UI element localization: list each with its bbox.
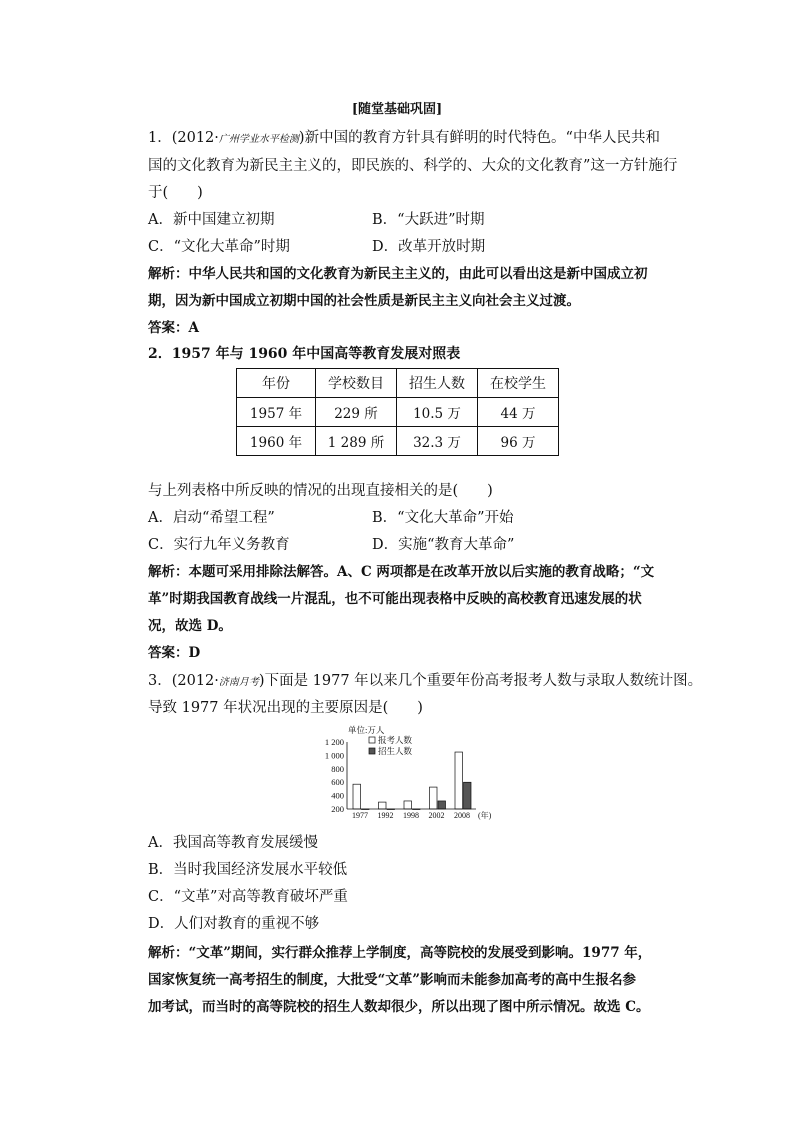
q1-line3: 于( ) <box>148 185 203 201</box>
q3-line1 <box>148 669 702 690</box>
q3-option-d: D．人们对教育的重视不够 <box>148 916 320 932</box>
table-cell: 229 所 <box>316 398 397 427</box>
legend-swatch-applicants <box>369 737 375 743</box>
y-axis-ticks <box>325 737 344 814</box>
bar-admitted <box>464 782 472 809</box>
q1-prefix: 1．(2012· <box>148 130 219 146</box>
bar-applicants <box>379 802 387 809</box>
bar-marks <box>353 752 471 809</box>
q2-option-b: B．“文化大革命”开始 <box>372 510 514 526</box>
q1-line2: 国的文化教育为新民主主义的，即民族的、科学的、大众的文化教育”这一方针施行 <box>148 158 678 174</box>
table-header: 在校学生 <box>478 369 559 398</box>
chart-unit-label: 单位:万人 <box>348 725 385 735</box>
table-header-row <box>237 369 559 398</box>
q1-analysis-line2: 期，因为新中国成立初期中国的社会性质是新民主主义向社会主义过渡。 <box>148 293 580 309</box>
x-tick-label: 1992 <box>377 811 394 820</box>
table-header: 学校数目 <box>316 369 397 398</box>
table-cell: 32.3 万 <box>397 427 478 456</box>
table-cell: 44 万 <box>478 398 559 427</box>
q2-option-c: C．实行九年义务教育 <box>148 537 290 553</box>
table-row <box>237 427 559 456</box>
table-cell: 1957 年 <box>237 398 316 427</box>
q3-option-c: C．“文革”对高等教育破坏严重 <box>148 889 348 905</box>
table-cell: 1960 年 <box>237 427 316 456</box>
q2-analysis-line1: 解析：本题可采用排除法解答。A、C 两项都是在改革开放以后实施的教育战略；“文 <box>148 564 655 580</box>
q1-option-b: B．“大跃进”时期 <box>372 212 485 228</box>
q2-question: 与上列表格中所反映的情况的出现直接相关的是( ) <box>148 483 493 499</box>
q2-option-d: D．实施“教育大革命” <box>372 537 515 553</box>
q1-option-c: C．“文化大革命”时期 <box>148 239 290 255</box>
y-tick-label: 600 <box>331 777 344 788</box>
q1-option-d: D．改革开放时期 <box>372 239 486 255</box>
x-axis-labels <box>352 811 470 820</box>
table-cell: 1 289 所 <box>316 427 397 456</box>
y-tick-label: 1 200 <box>324 737 344 747</box>
table-cell: 96 万 <box>478 427 559 456</box>
q3-analysis-line2: 国家恢复统一高考招生的制度，大批受“文革”影响而未能参加高考的高中生报名参 <box>148 972 637 988</box>
q1-option-a: A．新中国建立初期 <box>148 212 275 228</box>
x-tick-label: 2008 <box>454 811 470 820</box>
legend-label-applicants: 报考人数 <box>378 735 413 745</box>
table-header: 年份 <box>237 369 316 398</box>
q1-answer: 答案：A <box>148 320 199 336</box>
q2-option-a: A．启动“希望工程” <box>148 510 275 526</box>
bar-applicants <box>455 752 463 809</box>
table-cell: 10.5 万 <box>397 398 478 427</box>
bar-applicants <box>404 801 412 809</box>
bar-applicants <box>430 787 438 809</box>
q1-suffix: )新中国的教育方针具有鲜明的时代特色。“中华人民共和 <box>298 130 660 146</box>
exam-bar-chart <box>318 722 518 822</box>
x-tick-label: 2002 <box>428 811 445 820</box>
table-row <box>237 398 559 427</box>
bar-applicants <box>353 784 361 809</box>
x-axis-unit: (年) <box>478 811 492 820</box>
x-tick-label: 1977 <box>352 811 368 820</box>
y-tick-label: 800 <box>331 763 344 774</box>
q3-analysis-line3: 加考试，而当时的高等院校的招生人数却很少，所以出现了图中所示情况。故选 C。 <box>148 999 650 1015</box>
q3-option-a: A．我国高等教育发展缓慢 <box>148 835 318 851</box>
bar-admitted <box>438 801 446 809</box>
q3-source: 济南月考 <box>218 677 259 688</box>
q3-prefix: 3．(2012· <box>148 673 219 689</box>
x-tick-label: 1998 <box>403 811 419 820</box>
q2-title: 2．1957 年与 1960 年中国高等教育发展对照表 <box>148 346 461 362</box>
q3-line2: 导致 1977 年状况出现的主要原因是( ) <box>148 700 423 716</box>
y-tick-label: 400 <box>331 790 344 801</box>
legend-swatch-admitted <box>369 748 375 754</box>
q3-analysis-line1: 解析：“文革”期间，实行群众推荐上学制度，高等院校的发展受到影响。1977 年， <box>148 945 652 961</box>
q1-line1 <box>148 126 660 147</box>
q1-analysis-line1: 解析：中华人民共和国的文化教育为新民主主义的，由此可以看出这是新中国成立初 <box>148 266 648 282</box>
q3-option-b: B．当时我国经济发展水平较低 <box>148 862 348 878</box>
q3-suffix: )下面是 1977 年以来几个重要年份高考报考人数与录取人数统计图。 <box>258 673 703 689</box>
education-table <box>236 368 559 456</box>
legend-label-admitted: 招生人数 <box>378 746 413 756</box>
y-tick-label: 1 000 <box>324 750 344 761</box>
table-header: 招生人数 <box>397 369 478 398</box>
q2-analysis-line2: 革”时期我国教育战线一片混乱，也不可能出现表格中反映的高校教育迅速发展的状 <box>148 591 642 607</box>
q1-source: 广州学业水平检测 <box>218 134 299 145</box>
q2-analysis-line3: 况，故选 D。 <box>148 618 232 634</box>
q2-answer: 答案：D <box>148 645 201 661</box>
y-tick-label: 200 <box>331 804 344 814</box>
section-header: [随堂基础巩固] <box>351 102 443 117</box>
